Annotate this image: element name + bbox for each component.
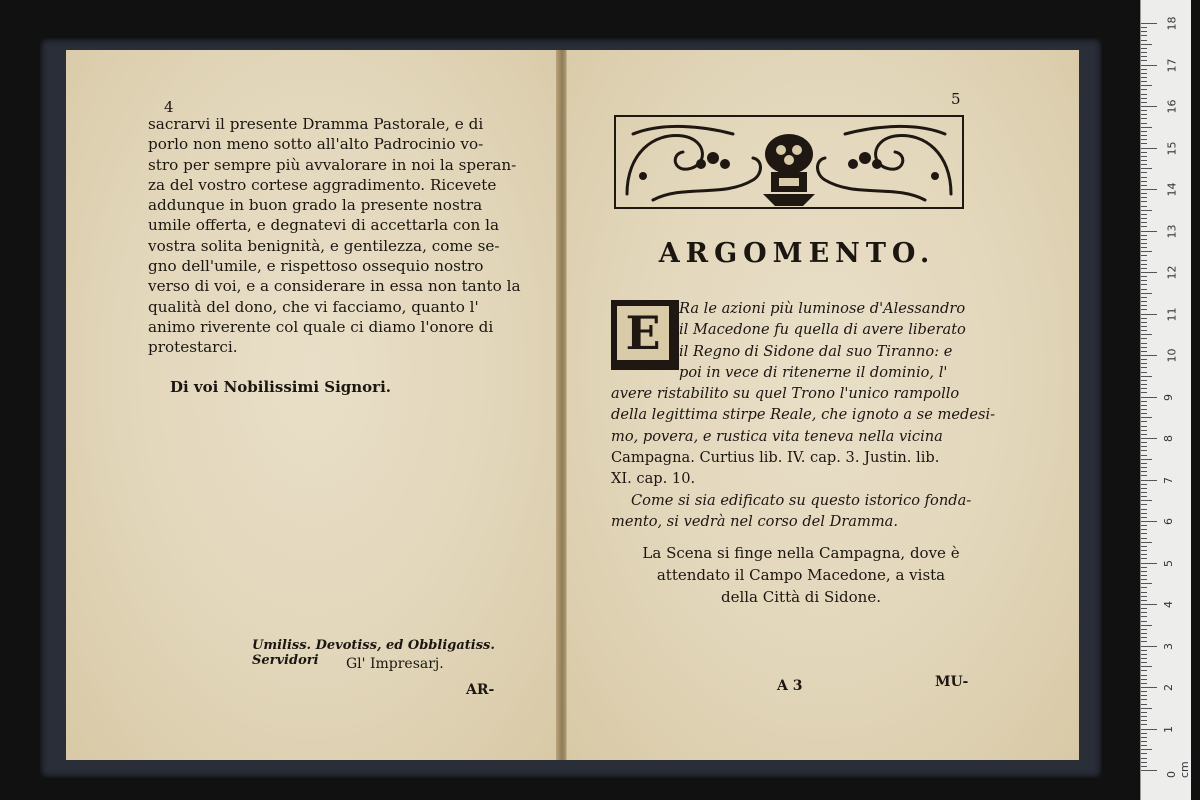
ruler-number: 1 bbox=[1162, 725, 1175, 733]
ruler-tick bbox=[1141, 720, 1147, 721]
ruler-number: 17 bbox=[1165, 58, 1179, 72]
ruler-tick bbox=[1141, 724, 1147, 725]
ruler-tick bbox=[1141, 27, 1147, 28]
ruler-tick bbox=[1141, 94, 1147, 95]
ruler-tick bbox=[1141, 600, 1147, 601]
ruler-tick bbox=[1141, 583, 1152, 584]
ruler-tick bbox=[1141, 293, 1152, 294]
ruler-tick bbox=[1141, 533, 1147, 534]
ruler-tick bbox=[1141, 185, 1147, 186]
text-line: porlo non meno sotto all'alto Padrocinio vo- bbox=[148, 135, 484, 154]
ruler-tick bbox=[1141, 546, 1147, 547]
ruler-tick bbox=[1141, 264, 1147, 265]
ruler-tick bbox=[1141, 558, 1147, 559]
ruler-tick bbox=[1141, 197, 1147, 198]
ruler-tick bbox=[1141, 459, 1152, 460]
ruler-tick bbox=[1141, 741, 1147, 742]
signature-line: Umiliss. Devotiss, ed Obbligatiss. Servidori bbox=[252, 638, 495, 668]
ruler-tick bbox=[1141, 148, 1157, 149]
ruler-tick bbox=[1141, 691, 1147, 692]
ruler-tick bbox=[1141, 488, 1147, 489]
text-line: za del vostro cortese aggradimento. Ricevete bbox=[148, 175, 497, 194]
ruler-tick bbox=[1141, 110, 1147, 111]
ruler-tick bbox=[1141, 69, 1147, 70]
ruler-tick bbox=[1141, 367, 1147, 368]
ruler-tick bbox=[1141, 616, 1147, 617]
ruler-tick bbox=[1141, 666, 1152, 667]
ruler-tick bbox=[1141, 114, 1147, 115]
argument-text bbox=[611, 298, 996, 532]
ruler-tick bbox=[1141, 284, 1147, 285]
ruler-tick bbox=[1141, 633, 1147, 634]
ruler-tick bbox=[1141, 181, 1147, 182]
ruler-tick bbox=[1141, 417, 1152, 418]
ruler-tick bbox=[1141, 380, 1147, 381]
ruler-tick bbox=[1141, 52, 1147, 53]
drop-cap-letter: E bbox=[617, 306, 669, 360]
ruler-tick bbox=[1141, 98, 1147, 99]
ruler-tick bbox=[1141, 65, 1157, 66]
ruler-tick bbox=[1141, 679, 1147, 680]
ruler-tick bbox=[1141, 699, 1147, 700]
text-line: gno dell'umile, e rispettoso ossequio nostro bbox=[148, 257, 484, 276]
ruler-tick bbox=[1141, 563, 1157, 564]
ruler-tick bbox=[1141, 301, 1147, 302]
ruler-tick bbox=[1141, 77, 1147, 78]
ruler-tick bbox=[1141, 106, 1157, 107]
ruler-tick bbox=[1141, 44, 1152, 45]
ruler-tick bbox=[1141, 251, 1152, 252]
ruler-tick bbox=[1141, 654, 1147, 655]
ruler-tick bbox=[1141, 596, 1147, 597]
ruler-number: 8 bbox=[1162, 435, 1175, 442]
ruler-tick bbox=[1141, 23, 1157, 24]
ruler-number: 6 bbox=[1162, 518, 1175, 525]
ruler-tick bbox=[1141, 733, 1147, 734]
ruler-tick bbox=[1141, 753, 1147, 754]
ruler-tick bbox=[1141, 683, 1147, 684]
ruler-tick bbox=[1141, 89, 1147, 90]
ruler-number: 2 bbox=[1162, 684, 1175, 691]
ruler-tick bbox=[1141, 745, 1147, 746]
ruler-tick bbox=[1141, 297, 1147, 298]
ruler-tick bbox=[1141, 579, 1147, 580]
ruler-tick bbox=[1141, 608, 1147, 609]
ruler-tick bbox=[1141, 243, 1147, 244]
ruler-tick bbox=[1141, 587, 1147, 588]
ruler-tick bbox=[1141, 604, 1157, 605]
ruler-tick bbox=[1141, 716, 1147, 717]
ruler-tick bbox=[1141, 326, 1147, 327]
ruler-tick bbox=[1141, 492, 1147, 493]
ruler-tick bbox=[1141, 629, 1147, 630]
ruler-tick bbox=[1141, 235, 1147, 236]
ruler-tick bbox=[1141, 372, 1147, 373]
ruler-tick bbox=[1141, 280, 1147, 281]
ruler-tick bbox=[1141, 172, 1147, 173]
ruler-tick bbox=[1141, 762, 1147, 763]
ruler-tick bbox=[1141, 658, 1147, 659]
ruler-tick bbox=[1141, 226, 1147, 227]
ruler-tick bbox=[1141, 675, 1147, 676]
ruler-tick bbox=[1141, 496, 1147, 497]
ruler-number: 12 bbox=[1165, 265, 1179, 280]
ruler-tick bbox=[1141, 206, 1147, 207]
ruler-tick bbox=[1141, 48, 1147, 49]
ruler-tick bbox=[1141, 131, 1147, 132]
text-line: qualità del dono, che vi facciamo, quanto l' bbox=[148, 297, 479, 316]
ruler-tick bbox=[1141, 135, 1147, 136]
ruler-tick bbox=[1141, 123, 1147, 124]
ruler-tick bbox=[1141, 164, 1147, 165]
ruler-tick bbox=[1141, 670, 1147, 671]
text-line: della legittima stirpe Reale, che ignoto a se medesi- bbox=[611, 406, 996, 424]
ruler-tick bbox=[1141, 538, 1147, 539]
ruler-tick bbox=[1141, 625, 1152, 626]
ruler-tick bbox=[1141, 749, 1152, 750]
ruler-tick bbox=[1141, 388, 1147, 389]
ruler-tick bbox=[1141, 438, 1157, 439]
ruler-tick bbox=[1141, 612, 1147, 613]
ruler-tick bbox=[1141, 442, 1147, 443]
page-number-left: 4 bbox=[164, 98, 174, 116]
ruler-number: 10 bbox=[1165, 348, 1179, 363]
ruler-tick bbox=[1141, 384, 1147, 385]
ruler-number: 9 bbox=[1162, 393, 1175, 401]
ruler-tick bbox=[1141, 222, 1147, 223]
ruler-tick bbox=[1141, 646, 1157, 647]
text-line: animo riverente col quale ci diamo l'onore di bbox=[148, 317, 494, 336]
ruler-tick bbox=[1141, 60, 1147, 61]
ruler-tick bbox=[1141, 475, 1147, 476]
text-line: Ra le azioni più luminose d'Alessandro bbox=[679, 300, 966, 317]
ruler-tick bbox=[1141, 434, 1147, 435]
text-line: verso di voi, e a considerare in essa non tanto la bbox=[148, 277, 521, 296]
ruler-tick bbox=[1141, 413, 1147, 414]
ruler-tick bbox=[1141, 637, 1147, 638]
ruler-tick bbox=[1141, 139, 1147, 140]
catchword-left: AR- bbox=[466, 682, 495, 698]
ruler-tick bbox=[1141, 127, 1152, 128]
ruler-tick bbox=[1141, 343, 1147, 344]
ruler-tick bbox=[1141, 571, 1147, 572]
ruler-tick bbox=[1141, 40, 1147, 41]
ruler-tick bbox=[1141, 322, 1147, 323]
ruler-tick bbox=[1141, 160, 1147, 161]
ruler-number: 11 bbox=[1165, 307, 1179, 321]
ruler-tick bbox=[1141, 276, 1147, 277]
ruler-tick bbox=[1141, 484, 1147, 485]
catchword-right: MU- bbox=[935, 674, 969, 690]
ruler-tick bbox=[1141, 177, 1147, 178]
ruler-tick bbox=[1141, 480, 1157, 481]
ruler-tick bbox=[1141, 201, 1147, 202]
ruler-tick bbox=[1141, 421, 1147, 422]
ruler-tick bbox=[1141, 363, 1147, 364]
ruler-number: 18 bbox=[1165, 16, 1179, 31]
ruler-tick bbox=[1141, 156, 1147, 157]
text-line: mento, si vedrà nel corso del Dramma. bbox=[611, 512, 899, 530]
ruler-tick bbox=[1141, 405, 1147, 406]
ruler-tick bbox=[1141, 73, 1147, 74]
ruler-number: 15 bbox=[1165, 141, 1179, 155]
text-line: umile offerta, e degnatevi di accettarla con la bbox=[148, 216, 500, 235]
ruler-tick bbox=[1141, 168, 1152, 169]
ruler-number: 5 bbox=[1162, 559, 1175, 567]
signature-mark: A 3 bbox=[777, 678, 803, 694]
signature-name: Gl' Impresarj. bbox=[346, 656, 444, 672]
text-line: protestarci. bbox=[148, 338, 238, 357]
text-line: poi in vece di ritenerne il dominio, l' bbox=[679, 363, 948, 381]
ruler-tick bbox=[1141, 143, 1147, 144]
ruler-tick bbox=[1141, 695, 1147, 696]
ruler-tick bbox=[1141, 334, 1152, 335]
ruler-tick bbox=[1141, 56, 1147, 57]
ruler-tick bbox=[1141, 471, 1147, 472]
ruler-tick bbox=[1141, 509, 1147, 510]
ruler-tick bbox=[1141, 309, 1147, 310]
ruler-tick bbox=[1141, 289, 1147, 290]
ruler-tick bbox=[1141, 81, 1147, 82]
ruler-tick bbox=[1141, 542, 1152, 543]
ruler-tick bbox=[1141, 318, 1147, 319]
ruler-tick bbox=[1141, 621, 1147, 622]
ruler-tick bbox=[1141, 687, 1157, 688]
ruler-tick bbox=[1141, 355, 1157, 356]
ruler-tick bbox=[1141, 347, 1147, 348]
text-line: attendato il Campo Macedone, a vista bbox=[656, 566, 946, 584]
ruler-tick bbox=[1141, 189, 1157, 190]
text-line: stro per sempre più avvalorare in noi la speran- bbox=[148, 155, 517, 174]
ruler-tick bbox=[1141, 193, 1147, 194]
ruler-tick bbox=[1141, 338, 1147, 339]
ruler-tick bbox=[1141, 85, 1152, 86]
page-number-right: 5 bbox=[951, 90, 961, 108]
ruler-tick bbox=[1141, 729, 1157, 730]
ruler-tick bbox=[1141, 376, 1152, 377]
text-line: La Scena si finge nella Campagna, dove è bbox=[642, 544, 960, 562]
ruler-tick bbox=[1141, 351, 1147, 352]
text-line: sacrarvi il presente Dramma Pastorale, e di bbox=[148, 115, 484, 133]
left-page bbox=[66, 50, 559, 760]
ruler-unit-label: 0 cm bbox=[1165, 761, 1191, 778]
ruler-number: 3 bbox=[1162, 642, 1175, 650]
ruler-tick bbox=[1141, 152, 1147, 153]
text-line: mo, povera, e rustica vita teneva nella vicina bbox=[611, 427, 943, 445]
ruler-tick bbox=[1141, 239, 1147, 240]
ruler-tick bbox=[1141, 758, 1147, 759]
ruler-tick bbox=[1141, 210, 1152, 211]
ruler-tick bbox=[1141, 455, 1147, 456]
ruler-tick bbox=[1141, 704, 1147, 705]
ruler-tick bbox=[1141, 401, 1147, 402]
text-line: Come si sia edificato su questo istorico fonda- bbox=[631, 491, 972, 509]
section-heading: ARGOMENTO. bbox=[658, 238, 936, 269]
ruler-tick bbox=[1141, 525, 1147, 526]
ruler-tick bbox=[1141, 247, 1147, 248]
ruler-tick bbox=[1141, 330, 1147, 331]
ruler-tick bbox=[1141, 314, 1157, 315]
measurement-ruler bbox=[1140, 0, 1191, 800]
text-line: addunque in buon grado la presente nostra bbox=[148, 196, 483, 215]
text-line: il Macedone fu quella di avere liberato bbox=[679, 321, 966, 339]
ruler-tick bbox=[1141, 550, 1147, 551]
ruler-tick bbox=[1141, 35, 1147, 36]
ruler-tick bbox=[1141, 359, 1147, 360]
dedication-text bbox=[148, 114, 528, 358]
floral-headpiece-icon bbox=[613, 114, 965, 210]
ruler-tick bbox=[1141, 426, 1147, 427]
ruler-tick bbox=[1141, 102, 1147, 103]
ruler-tick bbox=[1141, 255, 1147, 256]
scene-description bbox=[621, 542, 981, 608]
ruler-tick bbox=[1141, 529, 1147, 530]
text-line: della Città di Sidone. bbox=[720, 588, 881, 606]
ruler-tick bbox=[1141, 31, 1147, 32]
ruler-number: 4 bbox=[1162, 601, 1175, 608]
ruler-tick bbox=[1141, 766, 1147, 767]
ruler-number: 13 bbox=[1165, 224, 1179, 238]
ruler-tick bbox=[1141, 450, 1147, 451]
ruler-tick bbox=[1141, 504, 1147, 505]
ruler-tick bbox=[1141, 708, 1152, 709]
ruler-tick bbox=[1141, 712, 1147, 713]
salutation: Di voi Nobilissimi Signori. bbox=[170, 378, 392, 396]
ruler-tick bbox=[1141, 521, 1157, 522]
ruler-tick bbox=[1141, 409, 1147, 410]
text-line: il Regno di Sidone dal suo Tiranno: e bbox=[679, 342, 953, 360]
ruler-tick bbox=[1141, 268, 1147, 269]
text-line: vostra solita benignità, e gentilezza, come se- bbox=[148, 236, 500, 255]
text-line: avere ristabilito su quel Trono l'unico rampollo bbox=[611, 385, 960, 403]
ruler-tick bbox=[1141, 592, 1147, 593]
ruler-tick bbox=[1141, 650, 1147, 651]
ruler-tick bbox=[1141, 260, 1147, 261]
ruler-tick bbox=[1141, 231, 1157, 232]
ruler-tick bbox=[1141, 392, 1147, 393]
ruler-tick bbox=[1141, 513, 1147, 514]
text-line: Campagna. Curtius lib. IV. cap. 3. Justin. lib. bbox=[611, 449, 940, 467]
ruler-tick bbox=[1141, 575, 1147, 576]
ruler-tick bbox=[1141, 463, 1147, 464]
ruler-number: 16 bbox=[1165, 99, 1179, 114]
ruler-tick bbox=[1141, 737, 1147, 738]
ruler-tick bbox=[1141, 272, 1157, 273]
ruler-tick bbox=[1141, 305, 1147, 306]
ruler-tick bbox=[1141, 662, 1147, 663]
ruler-number: 14 bbox=[1165, 182, 1179, 197]
ruler-tick bbox=[1141, 446, 1147, 447]
ruler-tick bbox=[1141, 770, 1157, 771]
ruler-tick bbox=[1141, 554, 1147, 555]
ruler-tick bbox=[1141, 517, 1147, 518]
ruler-tick bbox=[1141, 467, 1147, 468]
right-page bbox=[566, 50, 1079, 760]
ruler-tick bbox=[1141, 214, 1147, 215]
ruler-tick bbox=[1141, 567, 1147, 568]
ruler-tick bbox=[1141, 397, 1157, 398]
ruler-tick bbox=[1141, 118, 1147, 119]
text-line: XI. cap. 10. bbox=[611, 470, 696, 488]
ruler-tick bbox=[1141, 218, 1147, 219]
ruler-tick bbox=[1141, 430, 1147, 431]
ruler-tick bbox=[1141, 500, 1152, 501]
ruler-number: 7 bbox=[1162, 476, 1175, 484]
ruler-tick bbox=[1141, 641, 1147, 642]
